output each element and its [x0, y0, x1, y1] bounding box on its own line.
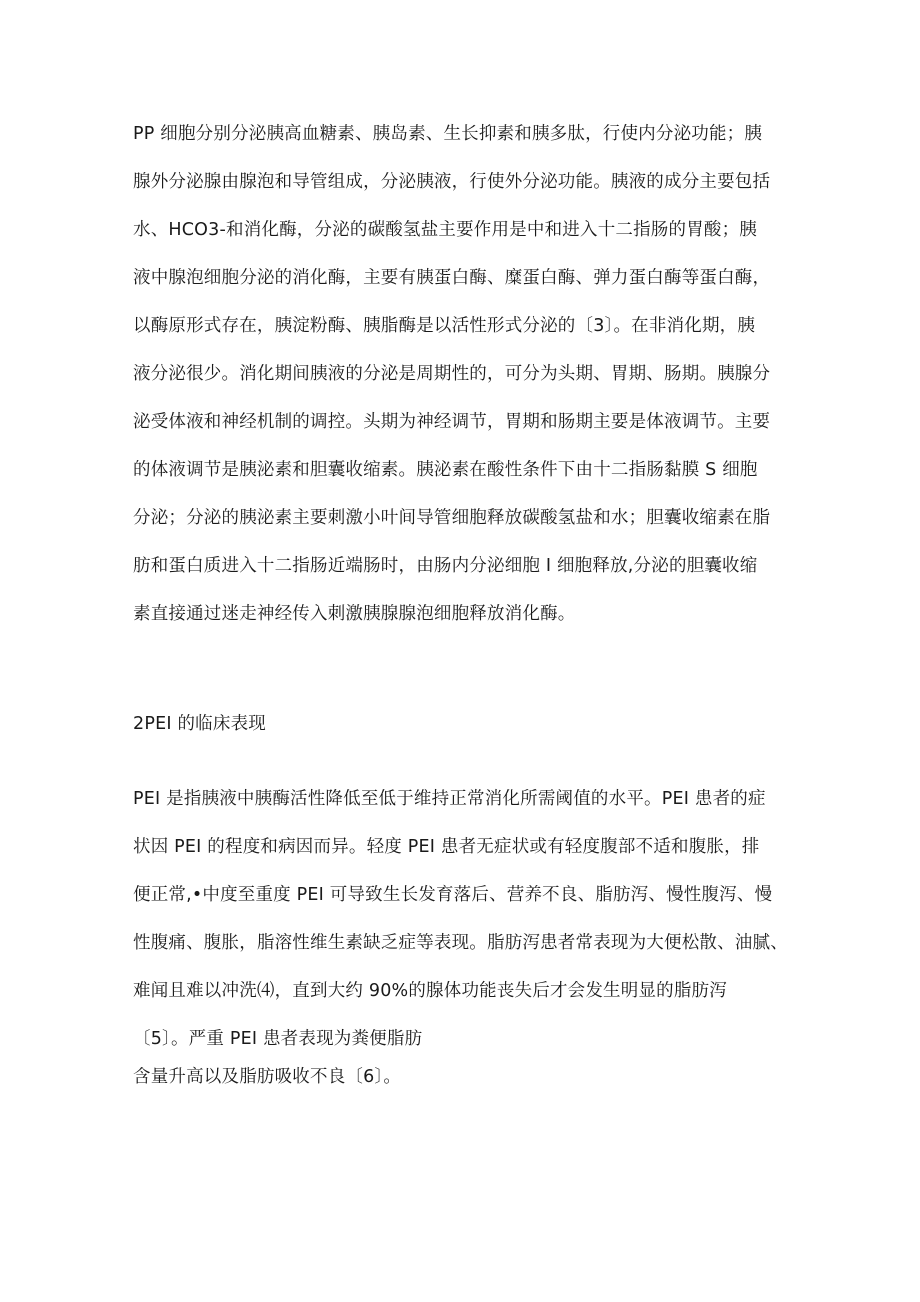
paragraph-line: 的体液调节是胰泌素和胆囊收缩素。胰泌素在酸性条件下由十二指肠黏膜 S 细胞 — [133, 460, 758, 480]
paragraph-line: PP 细胞分别分泌胰高血糖素、胰岛素、生长抑素和胰多肽，行使内分泌功能；胰 — [133, 124, 763, 144]
paragraph-line: 〔5〕。严重 PEI 患者表现为粪便脂肪 — [133, 1029, 423, 1049]
paragraph-line: 以酶原形式存在，胰淀粉酶、胰脂酶是以活性形式分泌的〔3〕。在非消化期，胰 — [133, 316, 756, 336]
paragraph-line: 素直接通过迷走神经传入刺激胰腺腺泡细胞释放消化酶。 — [133, 604, 576, 624]
section-heading: 2PEI 的临床表现 — [133, 714, 266, 734]
paragraph-line: 水、HCO3-和消化酶，分泌的碳酸氢盐主要作用是中和进入十二指肠的胃酸；胰 — [133, 220, 757, 240]
paragraph-line: 分泌；分泌的胰泌素主要刺激小叶间导管细胞释放碳酸氢盐和水；胆囊收缩素在脂 — [133, 508, 771, 528]
paragraph-line: 腺外分泌腺由腺泡和导管组成，分泌胰液，行使外分泌功能。胰液的成分主要包括 — [133, 172, 771, 192]
paragraph-line: 难闻且难以冲洗⑷，直到大约 90%的腺体功能丧失后才会发生明显的脂肪泻 — [133, 981, 727, 1001]
paragraph-line: 便正常,•中度至重度 PEI 可导致生长发育落后、营养不良、脂肪泻、慢性腹泻、慢 — [133, 885, 773, 905]
paragraph-line: 状因 PEI 的程度和病因而异。轻度 PEI 患者无症状或有轻度腹部不适和腹胀，排 — [133, 837, 760, 857]
paragraph-line: 含量升高以及脂肪吸收不良〔6〕。 — [133, 1067, 402, 1087]
paragraph-line: 泌受体液和神经机制的调控。头期为神经调节，胃期和肠期主要是体液调节。主要 — [133, 412, 771, 432]
paragraph-line: 液中腺泡细胞分泌的消化酶，主要有胰蛋白酶、糜蛋白酶、弹力蛋白酶等蛋白酶， — [133, 268, 771, 288]
paragraph-line: 性腹痛、腹胀，脂溶性维生素缺乏症等表现。脂肪泻患者常表现为大便松散、油腻、 — [133, 933, 788, 953]
paragraph-line: 液分泌很少。消化期间胰液的分泌是周期性的，可分为头期、胃期、肠期。胰腺分 — [133, 364, 771, 384]
paragraph-line: PEI 是指胰液中胰酶活性降低至低于维持正常消化所需阈值的水平。PEI 患者的症 — [133, 789, 766, 809]
paragraph-line: 肪和蛋白质进入十二指肠近端肠时，由肠内分泌细胞 I 细胞释放,分泌的胆囊收缩 — [133, 556, 758, 576]
